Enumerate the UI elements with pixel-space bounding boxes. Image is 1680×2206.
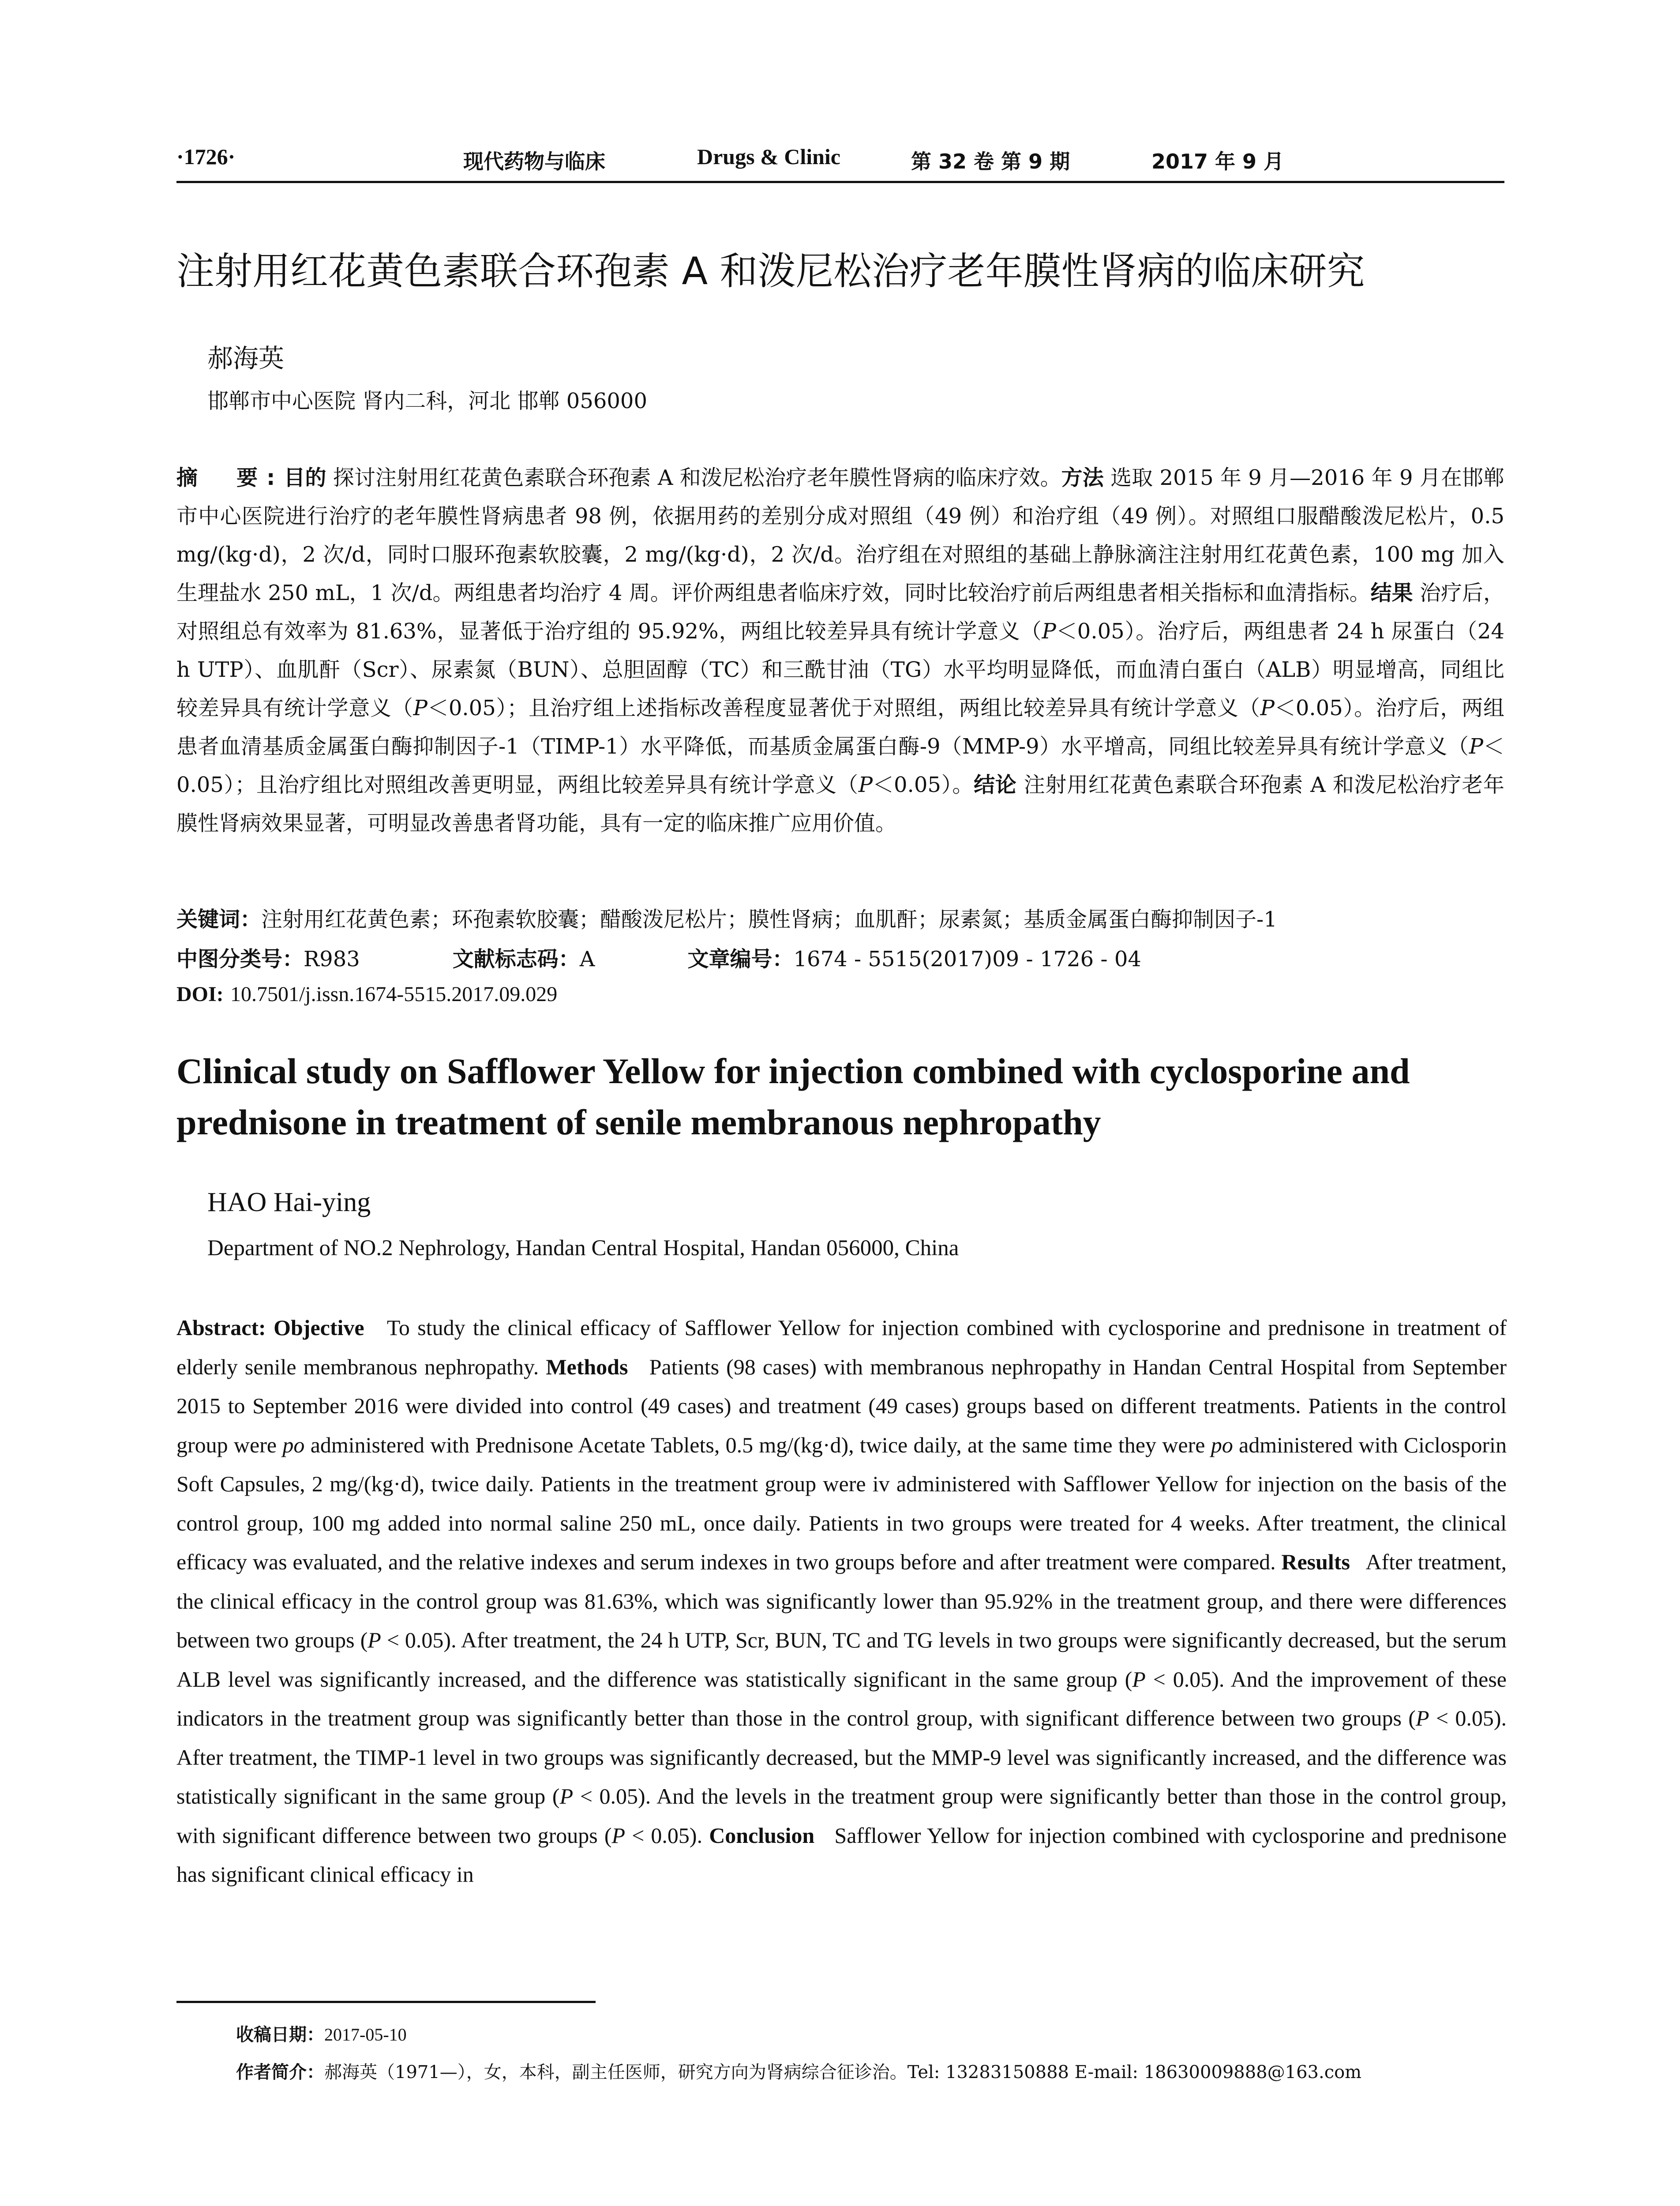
cn-p-symbol: P bbox=[413, 696, 428, 720]
en-p-symbol: P bbox=[368, 1628, 381, 1652]
doc-code-label: 文献标志码： bbox=[452, 947, 580, 972]
cn-objective-label: 目的 bbox=[284, 465, 326, 490]
cn-author: 郝海英 bbox=[207, 343, 285, 373]
cn-results-label: 结果 bbox=[1370, 581, 1413, 605]
en-affiliation: Department of NO.2 Nephrology, Handan Central Hospital, Handan 056000, China bbox=[207, 1236, 959, 1261]
cn-abstract-label: 摘 要: bbox=[176, 465, 284, 490]
en-methods-text-2: administered with Prednisone Acetate Tablets, 0.5 mg/(kg·d), twice daily, at the same time they were bbox=[310, 1432, 1205, 1457]
cn-results-text-6: ＜0.05）。 bbox=[873, 773, 974, 797]
journal-name-en: Drugs & Clinic bbox=[697, 144, 840, 169]
cn-keywords bbox=[176, 902, 1504, 933]
doi-line bbox=[176, 982, 1504, 1006]
en-abstract-label: Abstract: Objective bbox=[176, 1315, 364, 1340]
cn-keywords-text: 注射用红花黄色素；环孢素软胶囊；醋酸泼尼松片；膜性肾病；血肌酐；尿素氮；基质金属蛋白酶抑制因子-1 bbox=[261, 907, 1277, 932]
en-p-symbol: P bbox=[1415, 1706, 1429, 1730]
footnote-received bbox=[236, 2021, 407, 2046]
en-conclusion-text: Safflower Yellow for injection combined with cyclosporine and prednisone has significant clinical efficacy in bbox=[176, 1823, 1507, 1887]
footnote-divider bbox=[176, 2001, 596, 2003]
en-author: HAO Hai-ying bbox=[207, 1187, 371, 1217]
clc-label: 中图分类号： bbox=[176, 947, 304, 972]
cn-results-text-4: ＜0.05）。治疗后，两组患者血清基质金属蛋白酶抑制因子-1（TIMP-1）水平降低，而基质金属蛋白酶-9（MMP-9）水平增高，同组比较差异具有统计学意义（ bbox=[176, 696, 1504, 759]
bio-label: 作者简介： bbox=[236, 2062, 324, 2082]
en-results-text-1: After treatment, the clinical efficacy in the control group was 81.63%, which was significantly lower than 95.92% in the treatment group, and there were differences between two groups ( bbox=[176, 1549, 1507, 1652]
footnote-author-bio bbox=[236, 2058, 1361, 2083]
cn-conclusion-text: 注射用红花黄色素联合环孢素 A 和泼尼松治疗老年膜性肾病效果显著，可明显改善患者肾功能，具有一定的临床推广应用价值。 bbox=[176, 773, 1504, 836]
doi-label: DOI: bbox=[176, 983, 224, 1006]
article-number-value: 1674 - 5515(2017)09 - 1726 - 04 bbox=[793, 947, 1141, 972]
cn-conclusion-label: 结论 bbox=[974, 773, 1017, 797]
cn-keywords-label: 关键词： bbox=[176, 907, 262, 932]
en-p-symbol: P bbox=[1132, 1666, 1146, 1692]
en-conclusion-label: Conclusion bbox=[709, 1823, 815, 1848]
journal-name-cn: 现代药物与临床 bbox=[463, 150, 605, 173]
journal-date: 2017 年 9 月 bbox=[1151, 150, 1284, 173]
cn-affiliation: 邯郸市中心医院 肾内二科，河北 邯郸 056000 bbox=[207, 389, 648, 413]
en-results-text-2: < 0.05). After treatment, the 24 h UTP, Scr, BUN, TC and TG levels in two groups were significantly decreased, but the serum ALB level was significantly increased, and the difference was statistically significant in the same group ( bbox=[176, 1628, 1507, 1692]
en-methods-label: Methods bbox=[546, 1354, 628, 1379]
cn-results-text-5: ＜0.05）；且治疗组比对照组改善更明显，两组比较差异具有统计学意义（ bbox=[176, 734, 1504, 797]
cn-p-symbol: P bbox=[1042, 619, 1056, 644]
en-results-text-4: < 0.05). After treatment, the TIMP-1 level in two groups was significantly decreased, but the MMP-9 level was significantly increased, and the difference was statistically significant in the same group ( bbox=[176, 1706, 1507, 1808]
cn-title: 注射用红花黄色素联合环孢素 A 和泼尼松治疗老年膜性肾病的临床研究 bbox=[176, 249, 1365, 293]
en-methods-text-3: administered with Ciclosporin Soft Capsules, 2 mg/(kg·d), twice daily. Patients in the treatment group were iv administered with Safflower Yellow for injection on the basis of the control group, 100 mg added into normal saline 250 mL, once daily. Patients in two groups were treated for 4 weeks. After treatment, the clinical efficacy was evaluated, and the relative indexes and serum indexes in two groups before and after treatment were compared. bbox=[176, 1432, 1507, 1574]
doc-code-value: A bbox=[579, 947, 595, 972]
en-title: Clinical study on Safflower Yellow for injection combined with cyclosporine and prednisone in treatment of senile membranous nephropathy bbox=[176, 1051, 1410, 1142]
cn-results-text-1: 治疗后，对照组总有效率为 81.63%，显著低于治疗组的 95.92%，两组比较差异具有统计学意义（ bbox=[176, 581, 1504, 644]
en-results-text-3: < 0.05). And the improvement of these indicators in the treatment group was significantly better than those in the control group, with significant difference between two groups ( bbox=[176, 1666, 1507, 1730]
article-number-label: 文章编号： bbox=[687, 947, 794, 972]
cn-p-symbol: P bbox=[858, 773, 873, 797]
en-abstract bbox=[176, 1308, 1507, 1894]
en-po-abbrev: po bbox=[282, 1432, 305, 1457]
cn-methods-label: 方法 bbox=[1061, 465, 1104, 490]
en-p-symbol: P bbox=[611, 1823, 626, 1848]
en-methods-text-1: Patients (98 cases) with membranous nephropathy in Handan Central Hospital from September 2015 to September 2016 were divided into control (49 cases) and treatment (49 cases) groups based on different treatments. Patients in the control group were bbox=[176, 1354, 1507, 1457]
cn-methods-text: 选取 2015 年 9 月—2016 年 9 月在邯郸市中心医院进行治疗的老年膜性肾病患者 98 例，依据用药的差别分成对照组（49 例）和治疗组（49 例）。对照组口服醋酸泼尼松片，0.5 mg/(kg·d)，2 次/d，同时口服环孢素软胶囊，2 mg/(kg·d)，2 次/d。治疗组在对照组的基础上静脉滴注注射用红花黄色素，100 mg 加入生理盐水 250 mL，1 次/d。两组患者均治疗 4 周。评价两组患者临床疗效，同时比较治疗前后两组患者相关指标和血清指标。 bbox=[176, 465, 1504, 605]
cn-classification bbox=[176, 942, 1504, 972]
clc-value: R983 bbox=[304, 947, 360, 972]
cn-results-text-3: ＜0.05）；且治疗组上述指标改善程度显著优于对照组，两组比较差异具有统计学意义（ bbox=[427, 696, 1260, 720]
en-results-text-6: < 0.05). bbox=[625, 1823, 703, 1848]
doi-value: 10.7501/j.issn.1674-5515.2017.09.029 bbox=[230, 983, 558, 1006]
received-date: 2017-05-10 bbox=[324, 2025, 407, 2045]
page-number: ·1726· bbox=[176, 144, 236, 169]
en-po-abbrev: po bbox=[1211, 1432, 1233, 1457]
en-objective-text: To study the clinical efficacy of Safflower Yellow for injection combined with cyclosporine and prednisone in treatment of elderly senile membranous nephropathy. bbox=[176, 1315, 1507, 1379]
cn-p-symbol: P bbox=[1469, 734, 1483, 759]
cn-abstract bbox=[176, 459, 1504, 843]
received-label: 收稿日期： bbox=[236, 2025, 324, 2045]
en-results-label: Results bbox=[1281, 1549, 1350, 1574]
en-results-text-5: < 0.05). And the levels in the treatment group were significantly better than those in the control group, with significant difference between two groups ( bbox=[176, 1784, 1507, 1848]
cn-objective-text: 探讨注射用红花黄色素联合环孢素 A 和泼尼松治疗老年膜性肾病的临床疗效。 bbox=[333, 465, 1061, 490]
cn-results-text-2: ＜0.05）。治疗后，两组患者 24 h 尿蛋白（24 h UTP）、血肌酐（Scr）、尿素氮（BUN）、总胆固醇（TC）和三酰甘油（TG）水平均明显降低，而血清白蛋白（ALB）明显增高，同组比较差异具有统计学意义（ bbox=[176, 619, 1504, 720]
journal-issue: 第 32 卷 第 9 期 bbox=[911, 150, 1070, 173]
running-header bbox=[176, 137, 1504, 183]
cn-p-symbol: P bbox=[1260, 696, 1275, 720]
en-p-symbol: P bbox=[559, 1784, 574, 1808]
bio-text: 郝海英（1971—），女，本科，副主任医师，研究方向为肾病综合征诊治。Tel: 13283150888 E-mail: 18630009888@163.com bbox=[324, 2062, 1362, 2082]
